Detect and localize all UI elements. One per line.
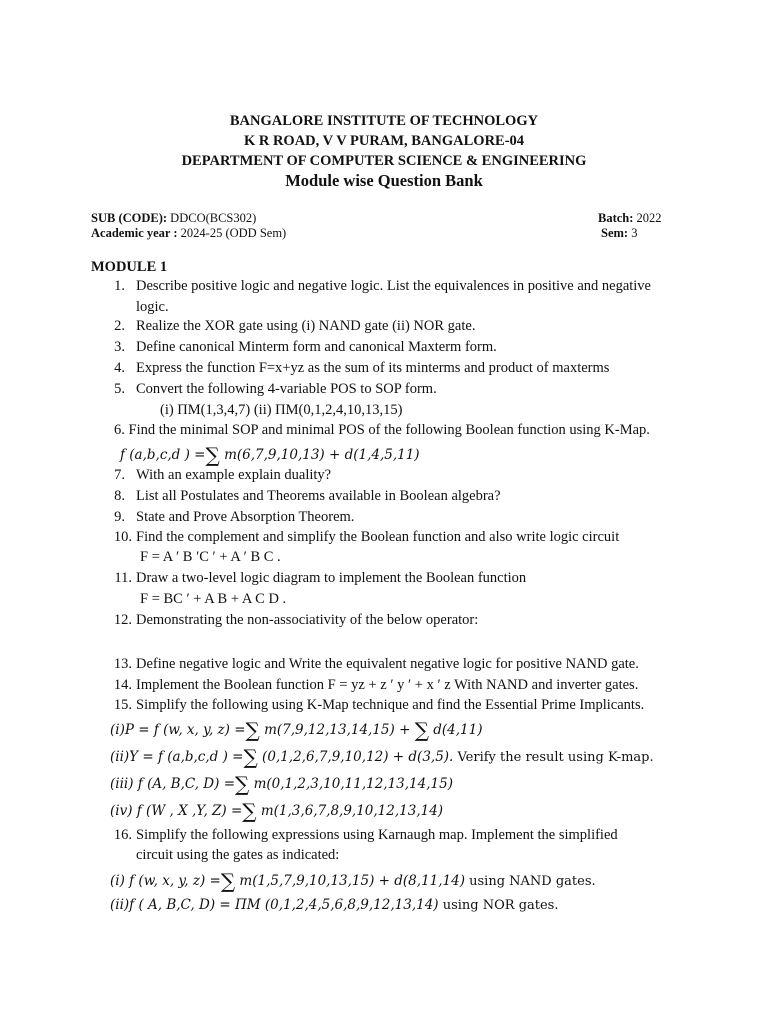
sigma-symbol: ∑ <box>245 718 260 742</box>
question-number: 5. <box>114 381 125 397</box>
question-15: Simplify the following using K-Map technique and find the Essential Prime Implicants. <box>136 697 645 713</box>
batch-value: 2022 <box>633 211 662 225</box>
question-16-part-i <box>110 869 596 893</box>
sigma-symbol: ∑ <box>243 745 258 769</box>
sigma-symbol: ∑ <box>220 869 236 893</box>
semester-label: Sem: <box>601 226 629 240</box>
semester <box>601 226 637 241</box>
question-15-part-iv <box>110 799 443 823</box>
question-number: 12. <box>113 612 132 628</box>
question-1-line-1: Describe positive logic and negative logic. List the equivalences in positive and negative <box>136 278 651 294</box>
sigma-symbol: ∑ <box>205 443 220 467</box>
subject-code <box>91 211 256 226</box>
equation-rhs: m(7,9,12,13,14,15) + <box>264 722 411 738</box>
question-6: 6. Find the minimal SOP and minimal POS of the following Boolean function using K-Map. <box>114 422 650 438</box>
question-10-function: F = A ′ B ′C ′ + A ′ B C . <box>140 549 281 565</box>
equation-lhs: (ii)f ( A, B,C, D) = ΠM <box>110 897 261 913</box>
subject-value: DDCO(BCS302) <box>167 211 257 225</box>
question-6-equation <box>120 443 420 467</box>
equation-lhs: (i)P = f (w, x, y, z) = <box>110 722 246 738</box>
question-number: 4. <box>114 360 125 376</box>
equation-rhs: m(6,7,9,10,13) + d(1,4,5,11) <box>224 447 420 463</box>
equation-rhs: m(1,3,6,7,8,9,10,12,13,14) <box>260 803 444 819</box>
institute-address: K R ROAD, V V PURAM, BANGALORE-04 <box>243 133 525 149</box>
equation-note: using NAND gates. <box>464 874 596 889</box>
sigma-symbol: ∑ <box>242 799 257 823</box>
institute-name: BANGALORE INSTITUTE OF TECHNOLOGY <box>229 113 539 129</box>
question-16-line-2: circuit using the gates as indicated: <box>136 847 340 863</box>
question-7: With an example explain duality? <box>136 467 332 483</box>
question-number: 11. <box>114 570 132 586</box>
question-number: 13. <box>113 656 132 672</box>
question-2: Realize the XOR gate using (i) NAND gate (ii) NOR gate. <box>136 318 476 334</box>
equation-rhs: (0,1,2,6,7,9,10,12) + d(3,5). <box>262 749 454 765</box>
equation-lhs: (ii)Y = f (a,b,c,d ) = <box>110 749 244 765</box>
batch <box>598 211 662 226</box>
question-number: 10. <box>113 529 132 545</box>
question-10: Find the complement and simplify the Boolean function and also write logic circuit <box>136 529 620 545</box>
question-number: 8. <box>114 488 125 504</box>
question-12: Demonstrating the non-associativity of the below operator: <box>136 612 479 628</box>
equation-rhs: m(1,5,7,9,10,13,15) + d(8,11,14) <box>239 873 465 889</box>
question-number: 1. <box>114 278 125 294</box>
question-5: Convert the following 4-variable POS to SOP form. <box>136 381 437 397</box>
question-11-function: F = BC ′ + A B + A C D . <box>140 591 287 607</box>
question-9: State and Prove Absorption Theorem. <box>136 509 355 525</box>
question-number: 16. <box>113 827 132 843</box>
sigma-symbol: ∑ <box>235 772 250 796</box>
equation-note: using NOR gates. <box>438 898 559 913</box>
question-number: 15. <box>113 697 132 713</box>
question-16-part-ii <box>110 897 559 913</box>
equation-lhs: (iv) f (W , X ,Y, Z) = <box>110 803 243 819</box>
question-number: 7. <box>114 467 125 483</box>
academic-year-label: Academic year : <box>91 226 178 240</box>
question-8: List all Postulates and Theorems available in Boolean algebra? <box>136 488 501 504</box>
equation-rhs: m(0,1,2,3,10,11,12,13,14,15) <box>253 776 453 792</box>
question-13: Define negative logic and Write the equivalent negative logic for positive NAND gate. <box>136 656 639 672</box>
subject-label: SUB (CODE): <box>91 211 168 225</box>
question-1-line-2: logic. <box>136 299 169 315</box>
question-number: 14. <box>113 677 132 693</box>
academic-year <box>91 226 286 241</box>
question-3: Define canonical Minterm form and canonical Maxterm form. <box>136 339 497 355</box>
question-11: Draw a two-level logic diagram to implement the Boolean function <box>136 570 527 586</box>
question-15-part-iii <box>110 772 453 796</box>
question-number: 9. <box>114 509 125 525</box>
equation-note: Verify the result using K-map. <box>453 750 654 765</box>
sigma-symbol: ∑ <box>414 718 429 742</box>
equation-dontcare: d(4,11) <box>433 722 483 738</box>
question-16-line-1: Simplify the following expressions using Karnaugh map. Implement the simplified <box>136 827 618 843</box>
equation-lhs: f (a,b,c,d ) = <box>120 447 206 463</box>
question-14: Implement the Boolean function F = yz + z ′ y ′ + x ′ z With NAND and inverter gates. <box>136 677 639 693</box>
question-number: 2. <box>114 318 125 334</box>
question-15-part-ii <box>110 745 654 769</box>
academic-year-value: 2024-25 (ODD Sem) <box>177 226 287 240</box>
equation-rhs: (0,1,2,4,5,6,8,9,12,13,14) <box>264 897 439 913</box>
question-5-parts: (i) ΠM(1,3,4,7) (ii) ΠM(0,1,2,4,10,13,15) <box>160 402 403 418</box>
module-heading: MODULE 1 <box>91 259 168 275</box>
equation-lhs: (i) f (w, x, y, z) = <box>110 873 221 889</box>
semester-value: 3 <box>628 226 638 240</box>
document-title: Module wise Question Bank <box>285 171 483 190</box>
equation-lhs: (iii) f (A, B,C, D) = <box>110 776 236 792</box>
question-number: 3. <box>114 339 125 355</box>
batch-label: Batch: <box>598 211 634 225</box>
question-15-part-i <box>110 718 483 742</box>
question-4: Express the function F=x+yz as the sum of its minterms and product of maxterms <box>136 360 610 376</box>
department-name: DEPARTMENT OF COMPUTER SCIENCE & ENGINEERING <box>181 153 587 169</box>
